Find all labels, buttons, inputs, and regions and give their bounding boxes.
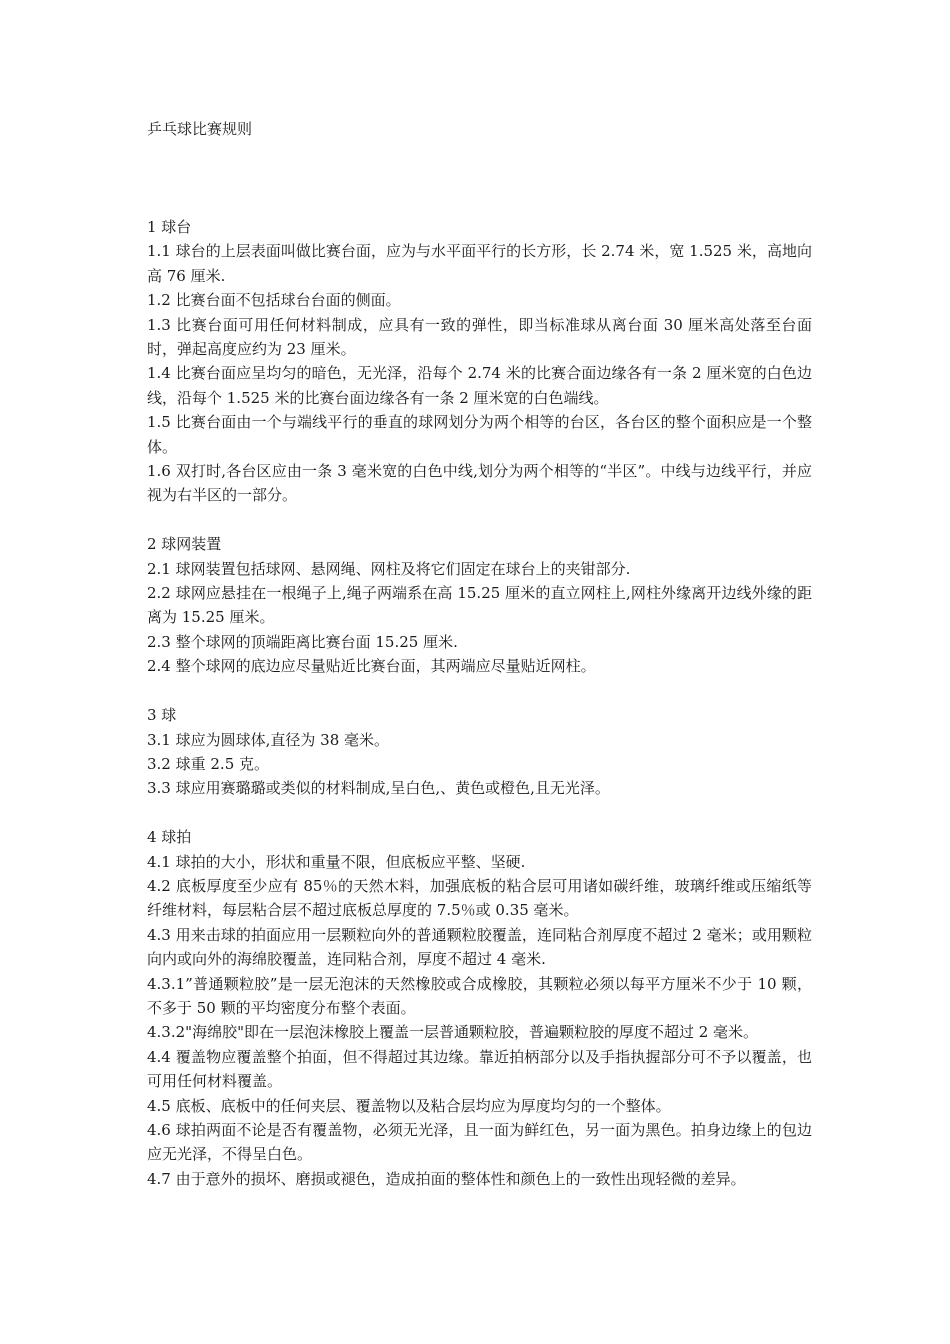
rule-paragraph: 1.6 双打时,各台区应由一条 3 毫米宽的白色中线,划分为两个相等的“半区”。中线与边线平行，并应视为右半区的一部分。 — [147, 462, 812, 505]
rule-paragraph: 1.3 比赛台面可用任何材料制成，应具有一致的弹性，即当标准球从离台面 30 厘米高处落至台面时，弹起高度应约为 23 厘米。 — [147, 315, 812, 359]
rule-paragraph: 2.4 整个球网的底边应尽量贴近比赛台面，其两端应尽量贴近网柱。 — [147, 657, 596, 676]
rule-paragraph: 1.2 比赛台面不包括球台台面的侧面。 — [147, 291, 401, 310]
section-heading: 3 球 — [147, 706, 177, 725]
rule-paragraph: 4.6 球拍两面不论是否有覆盖物，必须无光泽，且一面为鲜红色，另一面为黑色。拍身边缘上的包边应无光泽，不得呈白色。 — [147, 1120, 812, 1164]
section-racket — [147, 825, 812, 1191]
rule-paragraph: 4.1 球拍的大小，形状和重量不限，但底板应平整、坚硬. — [147, 852, 526, 871]
section-heading: 2 球网装置 — [147, 535, 222, 554]
rule-paragraph: 2.1 球网装置包括球网、悬网绳、网柱及将它们固定在球台上的夹钳部分. — [147, 559, 631, 578]
section-heading: 1 球台 — [147, 218, 192, 236]
rule-paragraph: 4.4 覆盖物应覆盖整个拍面，但不得超过其边缘。靠近拍柄部分以及手指执握部分可不予以覆盖，也可用任何材料覆盖。 — [147, 1047, 812, 1091]
rule-paragraph: 3.1 球应为圆球体,直径为 38 毫米。 — [147, 730, 390, 749]
rule-paragraph: 4.3 用来击球的拍面应用一层颗粒向外的普通颗粒胶覆盖，连同粘合剂厚度不超过 2 毫米；或用颗粒向内或向外的海绵胶覆盖，连同粘合剂，厚度不超过 4 毫米. — [147, 925, 812, 969]
document-title: 乒乓球比赛规则 — [147, 120, 253, 138]
rule-paragraph: 2.2 球网应悬挂在一根绳子上,绳子两端系在高 15.25 厘米的直立网柱上,网柱外缘离开边线外缘的距离为 15.25 厘米。 — [147, 584, 812, 627]
rule-paragraph: 4.3.1”普通颗粒胶”是一层无泡沫的天然橡胶或合成橡胶，其颗粒必须以每平方厘米不少于 10 颗，不多于 50 颗的平均密度分布整个表面。 — [147, 974, 812, 1017]
section-net-assembly — [147, 532, 812, 678]
rule-paragraph: 3.2 球重 2.5 克。 — [147, 754, 270, 773]
rule-paragraph: 1.4 比赛台面应呈均匀的暗色，无光泽，沿每个 2.74 米的比赛合面边缘各有一条 2 厘米宽的白色边线，沿每个 1.525 米的比赛台面边缘各有一条 2 厘米宽的白色端线。 — [147, 364, 812, 407]
rule-paragraph: 3.3 球应用赛璐璐或类似的材料制成,呈白色,、黄色或橙色,且无光泽。 — [147, 779, 610, 798]
section-table — [147, 215, 812, 508]
rule-paragraph: 4.3.2"海绵胶"即在一层泡沫橡胶上覆盖一层普通颗粒胶，普遍颗粒胶的厚度不超过 2 毫米。 — [147, 1023, 759, 1042]
section-ball — [147, 703, 812, 801]
rule-paragraph: 4.7 由于意外的损坏、磨损或褪色，造成拍面的整体性和颜色上的一致性出现轻微的差异。 — [147, 1169, 746, 1188]
rule-paragraph: 2.3 整个球网的顶端距离比赛台面 15.25 厘米. — [147, 632, 458, 651]
document-body — [147, 215, 812, 1216]
rule-paragraph: 4.5 底板、底板中的任何夹层、覆盖物以及粘合层均应为厚度均匀的一个整体。 — [147, 1096, 671, 1115]
rule-paragraph: 1.1 球台的上层表面叫做比赛台面，应为与水平面平行的长方形，长 2.74 米，宽 1.525 米，高地向高 76 厘米. — [147, 242, 812, 285]
rule-paragraph: 1.5 比赛台面由一个与端线平行的垂直的球网划分为两个相等的台区，各台区的整个面积应是一个整体。 — [147, 413, 812, 456]
rule-paragraph: 4.2 底板厚度至少应有 85％的天然木料，加强底板的粘合层可用诸如碳纤维，玻璃纤维或压缩纸等纤维材料，每层粘合层不超过底板总厚度的 7.5％或 0.35 毫米。 — [147, 876, 812, 920]
section-heading: 4 球拍 — [147, 828, 192, 847]
